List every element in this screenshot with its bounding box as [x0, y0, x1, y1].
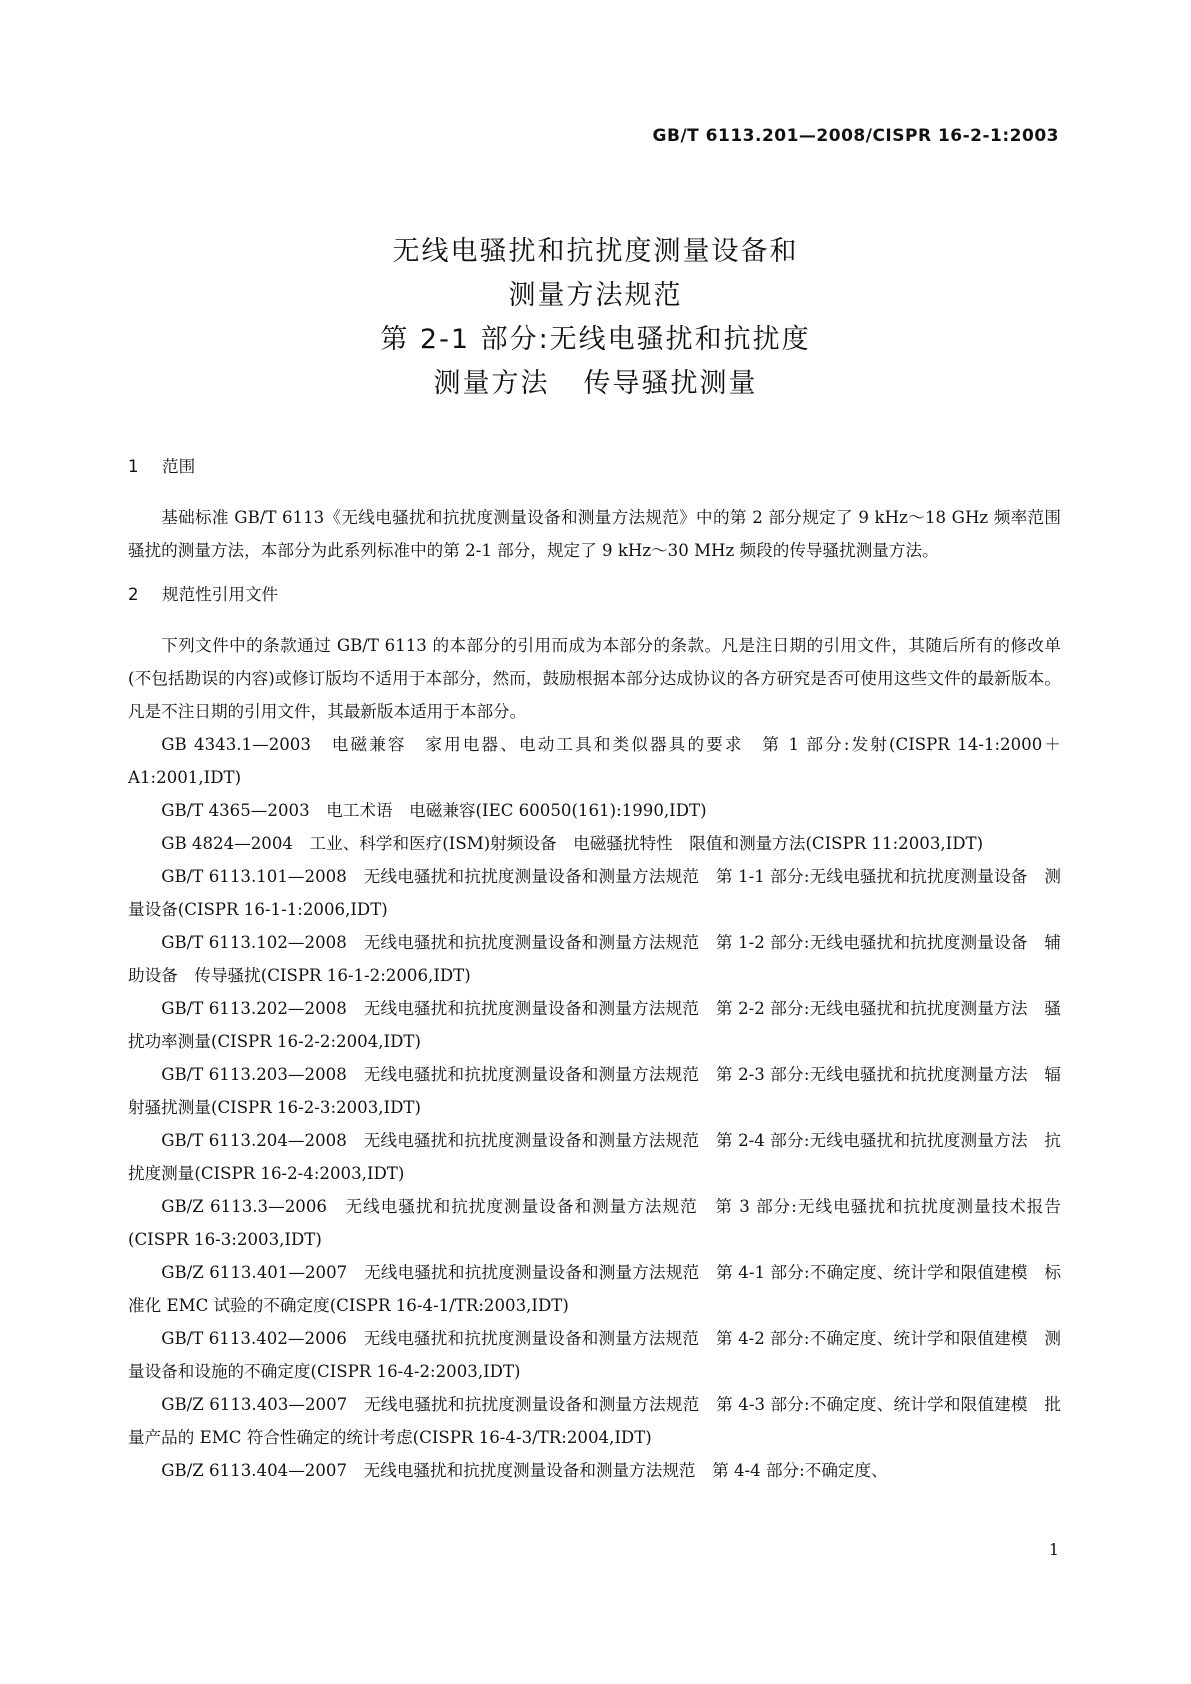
- title-line-3: 第 2-1 部分:无线电骚扰和抗扰度: [380, 324, 811, 355]
- reference-item: GB/Z 6113.403—2007 无线电骚扰和抗扰度测量设备和测量方法规范 第 4-3 部分:不确定度、统计学和限值建模 批量产品的 EMC 符合性确定的统计考虑(CISPR 16-4-3/TR:2004,IDT): [128, 1395, 1061, 1447]
- reference-list: [128, 728, 1061, 1487]
- reference-item: GB/Z 6113.3—2006 无线电骚扰和抗扰度测量设备和测量方法规范 第 3 部分:无线电骚扰和抗扰度测量技术报告(CISPR 16-3:2003,IDT): [128, 1197, 1061, 1249]
- reference-item: GB/Z 6113.401—2007 无线电骚扰和抗扰度测量设备和测量方法规范 第 4-1 部分:不确定度、统计学和限值建模 标准化 EMC 试验的不确定度(CISPR 16-4-1/TR:2003,IDT): [128, 1263, 1061, 1315]
- reference-item: GB/T 6113.102—2008 无线电骚扰和抗扰度测量设备和测量方法规范 第 1-2 部分:无线电骚扰和抗扰度测量设备 辅助设备 传导骚扰(CISPR 16-1-2:2006,IDT): [128, 933, 1061, 985]
- section-scope: [128, 455, 1061, 567]
- standard-number-header: GB/T 6113.201—2008/CISPR 16-2-1:2003: [652, 126, 1059, 146]
- section-normative-references: [128, 583, 1061, 1487]
- reference-item: GB/Z 6113.404—2007 无线电骚扰和抗扰度测量设备和测量方法规范 第 4-4 部分:不确定度、: [161, 1461, 888, 1480]
- section-paragraph: 下列文件中的条款通过 GB/T 6113 的本部分的引用而成为本部分的条款。凡是注日期的引用文件，其随后所有的修改单(不包括勘误的内容)或修订版均不适用于本部分，然而，鼓励根据本部分达成协议的各方研究是否可使用这些文件的最新版本。凡是不注日期的引用文件，其最新版本适用于本部分。: [128, 636, 1061, 721]
- reference-item: GB/T 6113.204—2008 无线电骚扰和抗扰度测量设备和测量方法规范 第 2-4 部分:无线电骚扰和抗扰度测量方法 抗扰度测量(CISPR 16-2-4:2003,IDT): [128, 1131, 1061, 1183]
- section-title: 范围: [162, 457, 196, 476]
- title-line-2: 测量方法规范: [508, 280, 683, 311]
- reference-item: GB/T 6113.402—2006 无线电骚扰和抗扰度测量设备和测量方法规范 第 4-2 部分:不确定度、统计学和限值建模 测量设备和设施的不确定度(CISPR 16-4-2:2003,IDT): [128, 1329, 1061, 1381]
- reference-item: GB 4824—2004 工业、科学和医疗(ISM)射频设备 电磁骚扰特性 限值和测量方法(CISPR 11:2003,IDT): [161, 834, 984, 853]
- reference-item: GB/T 6113.202—2008 无线电骚扰和抗扰度测量设备和测量方法规范 第 2-2 部分:无线电骚扰和抗扰度测量方法 骚扰功率测量(CISPR 16-2-2:2004,IDT): [128, 999, 1061, 1051]
- document-body: [128, 455, 1061, 1487]
- reference-item: GB 4343.1—2003 电磁兼容 家用电器、电动工具和类似器具的要求 第 1 部分:发射(CISPR 14-1:2000＋A1:2001,IDT): [128, 735, 1061, 787]
- document-title: [0, 230, 1191, 406]
- section-title: 规范性引用文件: [162, 585, 279, 604]
- reference-item: GB/T 6113.203—2008 无线电骚扰和抗扰度测量设备和测量方法规范 第 2-3 部分:无线电骚扰和抗扰度测量方法 辐射骚扰测量(CISPR 16-2-3:2003,IDT): [128, 1065, 1061, 1117]
- section-heading: [128, 583, 1061, 607]
- section-heading: [128, 455, 1061, 479]
- page-number: 1: [1048, 1540, 1059, 1559]
- title-line-4-part-a: 测量方法: [433, 368, 550, 399]
- title-line-4-part-b: 传导骚扰测量: [583, 368, 758, 399]
- reference-item: GB/T 4365—2003 电工术语 电磁兼容(IEC 60050(161):1990,IDT): [161, 801, 707, 820]
- reference-item: GB/T 6113.101—2008 无线电骚扰和抗扰度测量设备和测量方法规范 第 1-1 部分:无线电骚扰和抗扰度测量设备 测量设备(CISPR 16-1-1:2006,IDT): [128, 867, 1061, 919]
- section-number: 1: [128, 457, 139, 476]
- section-number: 2: [128, 585, 139, 604]
- title-line-4: [0, 362, 1191, 406]
- section-paragraph: 基础标准 GB/T 6113《无线电骚扰和抗扰度测量设备和测量方法规范》中的第 2 部分规定了 9 kHz～18 GHz 频率范围骚扰的测量方法，本部分为此系列标准中的第 2-1 部分，规定了 9 kHz～30 MHz 频段的传导骚扰测量方法。: [128, 508, 1061, 560]
- title-line-1: 无线电骚扰和抗扰度测量设备和: [392, 236, 799, 267]
